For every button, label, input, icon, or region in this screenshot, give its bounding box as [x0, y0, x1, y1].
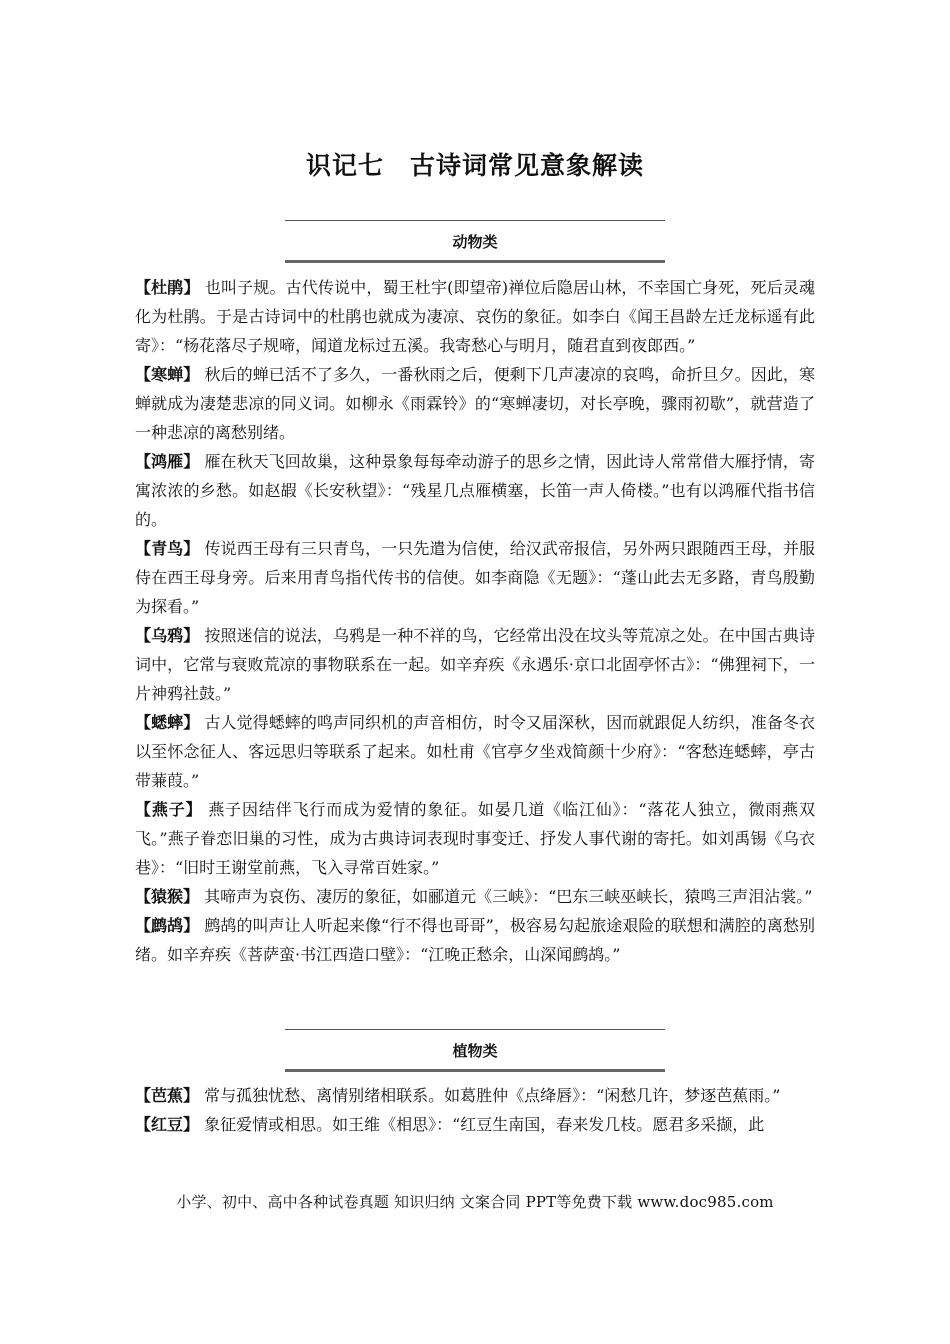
entry-term: 【蟋蟀】	[135, 713, 200, 732]
section-heading: 动物类	[452, 233, 498, 251]
entry-hongyan	[135, 447, 815, 534]
entry-term: 【乌鸦】	[135, 626, 200, 645]
plant-entries	[135, 1081, 815, 1139]
entry-term: 【红豆】	[135, 1115, 200, 1134]
entry-dujuan	[135, 273, 815, 360]
page-footer: 小学、初中、高中各种试卷真题 知识归纳 文案合同 PPT等免费下载 www.doc985.com	[176, 1193, 774, 1211]
entry-hanchan	[135, 360, 815, 447]
entry-bajiao	[135, 1081, 815, 1110]
entry-text: 燕子因结伴飞行而成为爱情的象征。如晏几道《临江仙》：“落花人独立，微雨燕双飞。”燕子眷恋旧巢的习性，成为古典诗词表现时事变迁、抒发人事代谢的寄托。如刘禹锡《乌衣巷》：“旧时王谢堂前燕，飞入寻常百姓家。”	[135, 800, 815, 877]
entry-term: 【青鸟】	[135, 539, 200, 558]
entry-term: 【鸿雁】	[135, 452, 200, 471]
entry-qingniao	[135, 534, 815, 621]
page-title: 识记七 古诗词常见意象解读	[305, 151, 644, 180]
entry-text: 传说西王母有三只青鸟，一只先遣为信使，给汉武帝报信，另外两只跟随西王母，并服侍在西王母身旁。后来用青鸟指代传书的信使。如李商隐《无题》：“蓬山此去无多路，青鸟殷勤为探看。”	[135, 539, 815, 616]
entry-text: 象征爱情或相思。如王维《相思》：“红豆生南国，春来发几枝。愿君多采撷，此	[204, 1115, 765, 1134]
entry-text: 其啼声为哀伤、凄厉的象征，如郦道元《三峡》：“巴东三峡巫峡长，猿鸣三声泪沾裳。”	[204, 887, 813, 906]
entry-term: 【猿猴】	[135, 887, 200, 906]
entry-text: 也叫子规。古代传说中，蜀王杜宇(即望帝)禅位后隐居山林，不幸国亡身死，死后灵魂化为杜鹃。于是古诗词中的杜鹃也就成为凄凉、哀伤的象征。如李白《闻王昌龄左迁龙标遥有此寄》：“杨花落尽子规啼，闻道龙标过五溪。我寄愁心与明月，随君直到夜郎西。”	[135, 278, 815, 355]
entry-term: 【燕子】	[135, 800, 203, 819]
entry-text: 古人觉得蟋蟀的鸣声同织机的声音相仿，时令又届深秋，因而就跟促人纺织，准备冬衣以至怀念征人、客远思归等联系了起来。如杜甫《官亭夕坐戏简颜十少府》：“客愁连蟋蟀，亭古带蒹葭。”	[135, 713, 815, 790]
entry-yuanhou	[135, 882, 815, 911]
entry-text: 常与孤独忧愁、离情别绪相联系。如葛胜仲《点绛唇》：“闲愁几许，梦逐芭蕉雨。”	[204, 1086, 781, 1105]
entry-term: 【杜鹃】	[135, 278, 200, 297]
entry-text: 鹧鸪的叫声让人听起来像“行不得也哥哥”，极容易勾起旅途艰险的联想和满腔的离愁别绪。如辛弃疾《菩萨蛮·书江西造口壁》：“江晚正愁余，山深闻鹧鸪。”	[135, 916, 815, 964]
entry-term: 【寒蝉】	[135, 365, 200, 384]
entry-yanzi	[135, 795, 815, 882]
entry-text: 按照迷信的说法，乌鸦是一种不祥的鸟，它经常出没在坟头等荒凉之处。在中国古典诗词中，它常与衰败荒凉的事物联系在一起。如辛弃疾《永遇乐·京口北固亭怀古》：“佛狸祠下，一片神鸦社鼓。”	[135, 626, 815, 703]
section-header-plants	[285, 1029, 665, 1072]
divider	[285, 260, 665, 263]
section-heading: 植物类	[452, 1042, 498, 1060]
entry-zhegu	[135, 911, 815, 969]
section-header-animals	[285, 220, 665, 263]
entry-term: 【鹧鸪】	[135, 916, 200, 935]
entry-text: 秋后的蝉已活不了多久，一番秋雨之后，便剩下几声凄凉的哀鸣，命折旦夕。因此，寒蝉就成为凄楚悲凉的同义词。如柳永《雨霖铃》的“寒蝉凄切，对长亭晚，骤雨初歇”，就营造了一种悲凉的离愁别绪。	[135, 365, 815, 442]
divider	[285, 1069, 665, 1072]
entry-text: 雁在秋天飞回故巢，这种景象每每牵动游子的思乡之情，因此诗人常常借大雁抒情，寄寓浓浓的乡愁。如赵嘏《长安秋望》：“残星几点雁横塞，长笛一声人倚楼。”也有以鸿雁代指书信的。	[135, 452, 815, 529]
entry-xishuai	[135, 708, 815, 795]
entry-term: 【芭蕉】	[135, 1086, 200, 1105]
animal-entries	[135, 273, 815, 969]
entry-hongdou	[135, 1110, 815, 1139]
entry-wuya	[135, 621, 815, 708]
